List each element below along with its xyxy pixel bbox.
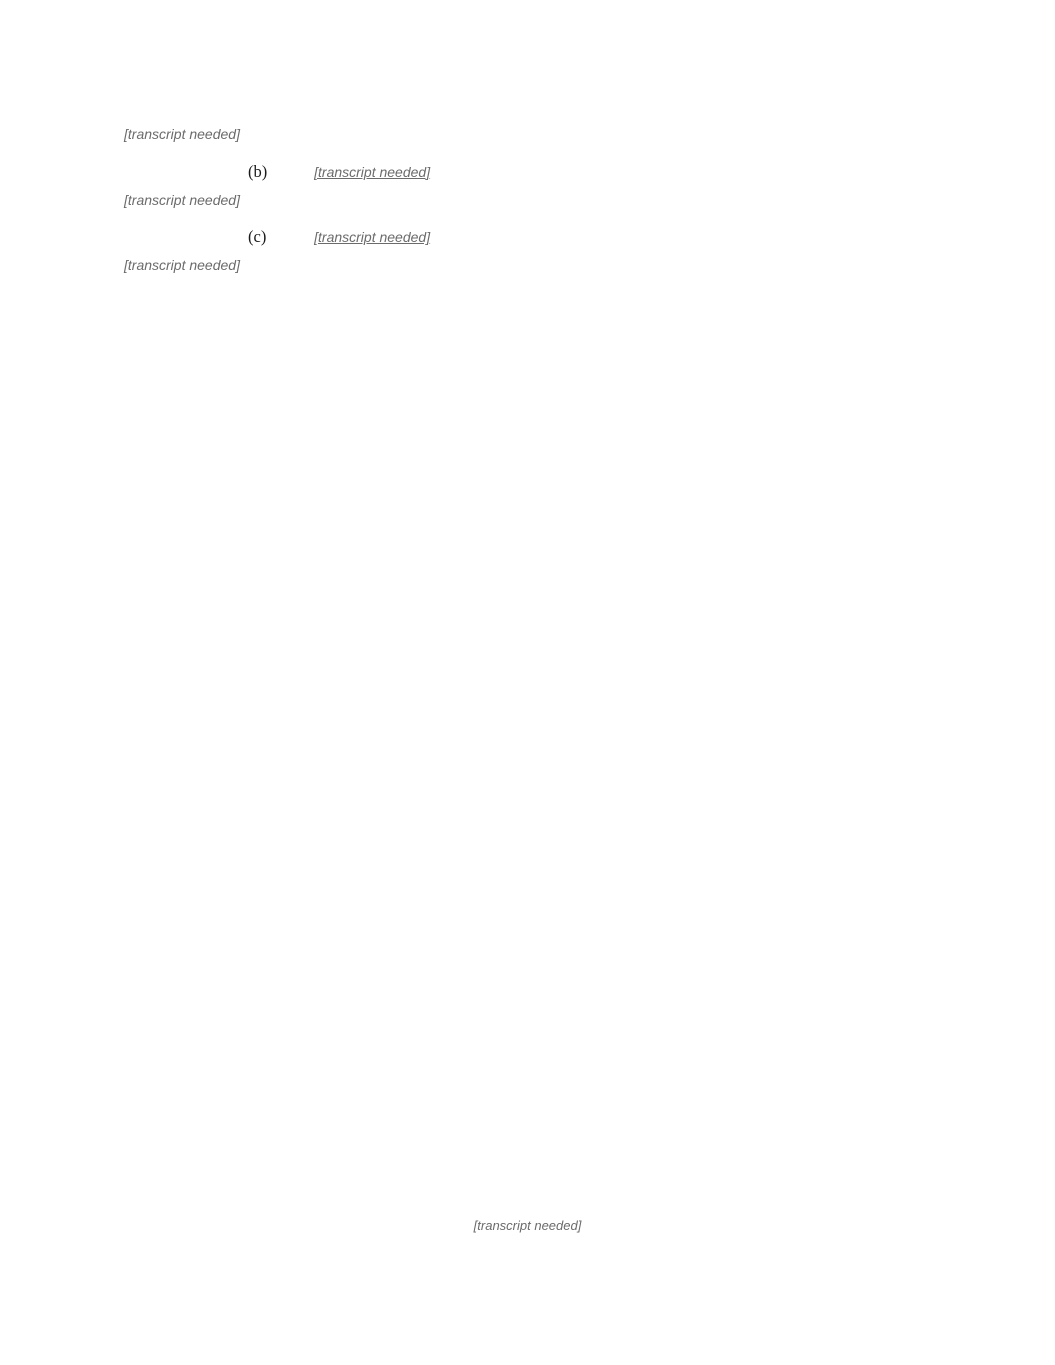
section-b-title: [transcript needed] — [314, 163, 431, 180]
body-text — [124, 124, 931, 292]
section-b-body: [transcript needed] — [124, 191, 240, 208]
section-b-heading — [124, 161, 931, 184]
section-c-heading — [124, 226, 931, 249]
page-number: [transcript needed] — [473, 1218, 582, 1233]
section-b-id: (b) — [248, 161, 268, 181]
section-c-title: [transcript needed] — [314, 229, 431, 246]
continuation-paragraph: [transcript needed] — [124, 126, 240, 142]
section-c-body: [transcript needed] — [124, 257, 240, 274]
section-c-id: (c) — [248, 227, 267, 247]
